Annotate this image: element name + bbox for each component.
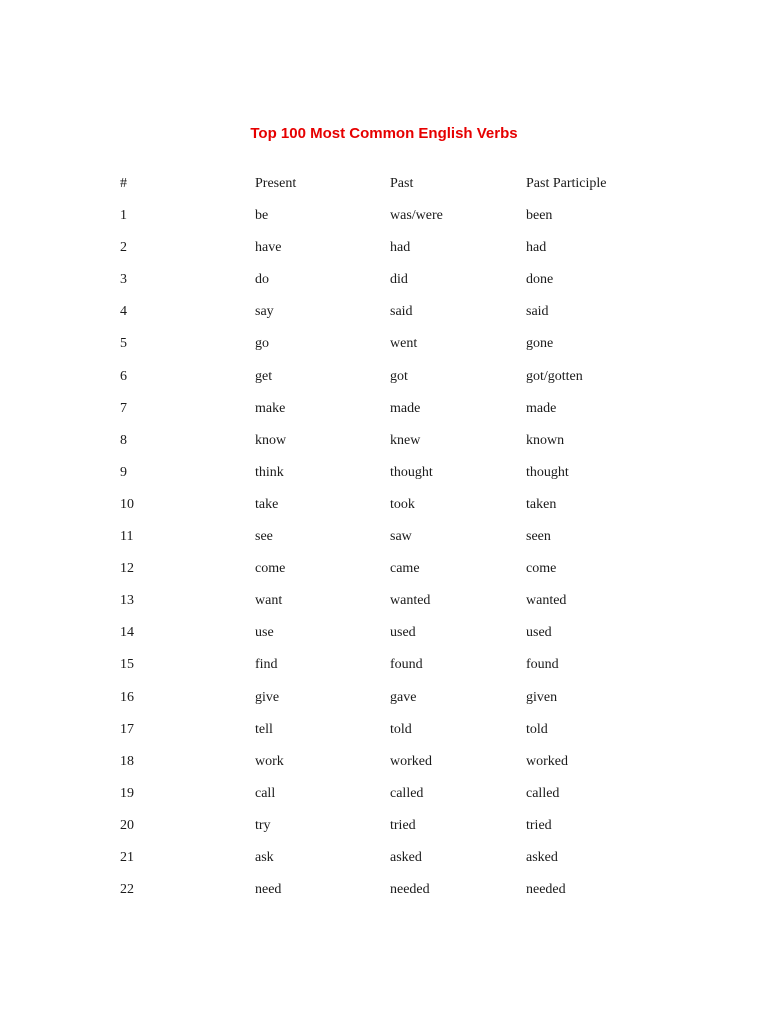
table-row bbox=[0, 746, 768, 778]
present-form: make bbox=[255, 400, 286, 416]
past-form: asked bbox=[390, 849, 422, 865]
present-form: give bbox=[255, 689, 280, 705]
table-row bbox=[0, 810, 768, 842]
past-form: got bbox=[390, 368, 408, 384]
past-form: gave bbox=[390, 689, 417, 705]
row-number: 4 bbox=[120, 304, 127, 320]
table-row bbox=[0, 489, 768, 521]
row-number: 11 bbox=[120, 529, 134, 545]
verb-table bbox=[0, 168, 768, 906]
present-form: see bbox=[255, 529, 273, 545]
past-form: called bbox=[390, 785, 424, 801]
present-form: get bbox=[255, 368, 273, 384]
row-number: 5 bbox=[120, 336, 127, 352]
row-number: 7 bbox=[120, 400, 127, 416]
header-number: # bbox=[120, 176, 127, 191]
past-participle-form: seen bbox=[526, 529, 551, 545]
table-row bbox=[0, 361, 768, 393]
past-form: saw bbox=[390, 529, 412, 545]
present-form: have bbox=[255, 240, 282, 256]
present-form: use bbox=[255, 625, 274, 641]
present-form: think bbox=[255, 464, 284, 480]
present-form: do bbox=[255, 272, 269, 288]
row-number: 1 bbox=[120, 208, 127, 224]
past-participle-form: come bbox=[526, 561, 557, 577]
table-row bbox=[0, 393, 768, 425]
table-row bbox=[0, 714, 768, 746]
table-header-row bbox=[0, 168, 768, 200]
row-number: 19 bbox=[120, 785, 134, 801]
past-form: tried bbox=[390, 817, 416, 833]
past-participle-form: given bbox=[526, 689, 558, 705]
table-row bbox=[0, 585, 768, 617]
table-row bbox=[0, 200, 768, 232]
past-participle-form: got/gotten bbox=[526, 368, 583, 384]
header-present: Present bbox=[255, 176, 297, 191]
present-form: try bbox=[255, 817, 271, 833]
present-form: go bbox=[255, 336, 269, 352]
past-form: knew bbox=[390, 432, 421, 448]
row-number: 22 bbox=[120, 882, 134, 898]
table-body bbox=[0, 200, 768, 906]
row-number: 17 bbox=[120, 721, 134, 737]
past-form: needed bbox=[390, 882, 430, 898]
row-number: 15 bbox=[120, 657, 134, 673]
row-number: 21 bbox=[120, 849, 134, 865]
row-number: 6 bbox=[120, 368, 127, 384]
present-form: know bbox=[255, 432, 287, 448]
row-number: 16 bbox=[120, 689, 134, 705]
table-row bbox=[0, 425, 768, 457]
table-row bbox=[0, 296, 768, 328]
row-number: 18 bbox=[120, 753, 134, 769]
past-form: wanted bbox=[390, 593, 431, 609]
past-participle-form: thought bbox=[526, 464, 569, 480]
header-past: Past bbox=[390, 176, 414, 191]
past-participle-form: had bbox=[526, 240, 547, 256]
past-form: found bbox=[390, 657, 423, 673]
past-form: used bbox=[390, 625, 416, 641]
row-number: 10 bbox=[120, 496, 134, 512]
table-row bbox=[0, 264, 768, 296]
present-form: take bbox=[255, 496, 279, 512]
header-past-participle: Past Participle bbox=[526, 176, 607, 191]
row-number: 20 bbox=[120, 817, 134, 833]
table-row bbox=[0, 328, 768, 360]
table-row bbox=[0, 521, 768, 553]
table-row bbox=[0, 682, 768, 714]
past-participle-form: done bbox=[526, 272, 554, 288]
present-form: say bbox=[255, 304, 274, 320]
table-row bbox=[0, 874, 768, 906]
present-form: find bbox=[255, 657, 278, 673]
present-form: want bbox=[255, 593, 283, 609]
past-form: told bbox=[390, 721, 412, 737]
present-form: come bbox=[255, 561, 286, 577]
row-number: 13 bbox=[120, 593, 134, 609]
past-participle-form: needed bbox=[526, 882, 566, 898]
past-participle-form: known bbox=[526, 432, 565, 448]
past-form: had bbox=[390, 240, 411, 256]
row-number: 9 bbox=[120, 464, 127, 480]
present-form: work bbox=[255, 753, 284, 769]
present-form: ask bbox=[255, 849, 274, 865]
past-form: made bbox=[390, 400, 421, 416]
table-row bbox=[0, 457, 768, 489]
past-form: thought bbox=[390, 464, 433, 480]
row-number: 2 bbox=[120, 240, 127, 256]
past-participle-form: asked bbox=[526, 849, 558, 865]
past-form: did bbox=[390, 272, 408, 288]
past-participle-form: taken bbox=[526, 496, 557, 512]
table-row bbox=[0, 232, 768, 264]
past-participle-form: said bbox=[526, 304, 549, 320]
row-number: 12 bbox=[120, 561, 134, 577]
table-row bbox=[0, 778, 768, 810]
table-row bbox=[0, 553, 768, 585]
past-participle-form: found bbox=[526, 657, 559, 673]
past-form: said bbox=[390, 304, 413, 320]
row-number: 3 bbox=[120, 272, 127, 288]
past-participle-form: tried bbox=[526, 817, 552, 833]
past-participle-form: worked bbox=[526, 753, 568, 769]
table-row bbox=[0, 842, 768, 874]
row-number: 8 bbox=[120, 432, 127, 448]
present-form: be bbox=[255, 208, 269, 224]
page-title: Top 100 Most Common English Verbs bbox=[250, 125, 518, 142]
past-form: worked bbox=[390, 753, 432, 769]
past-participle-form: called bbox=[526, 785, 560, 801]
present-form: need bbox=[255, 882, 282, 898]
table-row bbox=[0, 617, 768, 649]
past-form: came bbox=[390, 561, 420, 577]
past-form: took bbox=[390, 496, 415, 512]
present-form: tell bbox=[255, 721, 273, 737]
past-participle-form: wanted bbox=[526, 593, 567, 609]
past-participle-form: told bbox=[526, 721, 548, 737]
past-participle-form: used bbox=[526, 625, 552, 641]
past-participle-form: been bbox=[526, 208, 553, 224]
present-form: call bbox=[255, 785, 276, 801]
past-participle-form: gone bbox=[526, 336, 554, 352]
table-row bbox=[0, 649, 768, 681]
past-participle-form: made bbox=[526, 400, 557, 416]
row-number: 14 bbox=[120, 625, 134, 641]
past-form: was/were bbox=[390, 208, 443, 224]
past-form: went bbox=[390, 336, 418, 352]
